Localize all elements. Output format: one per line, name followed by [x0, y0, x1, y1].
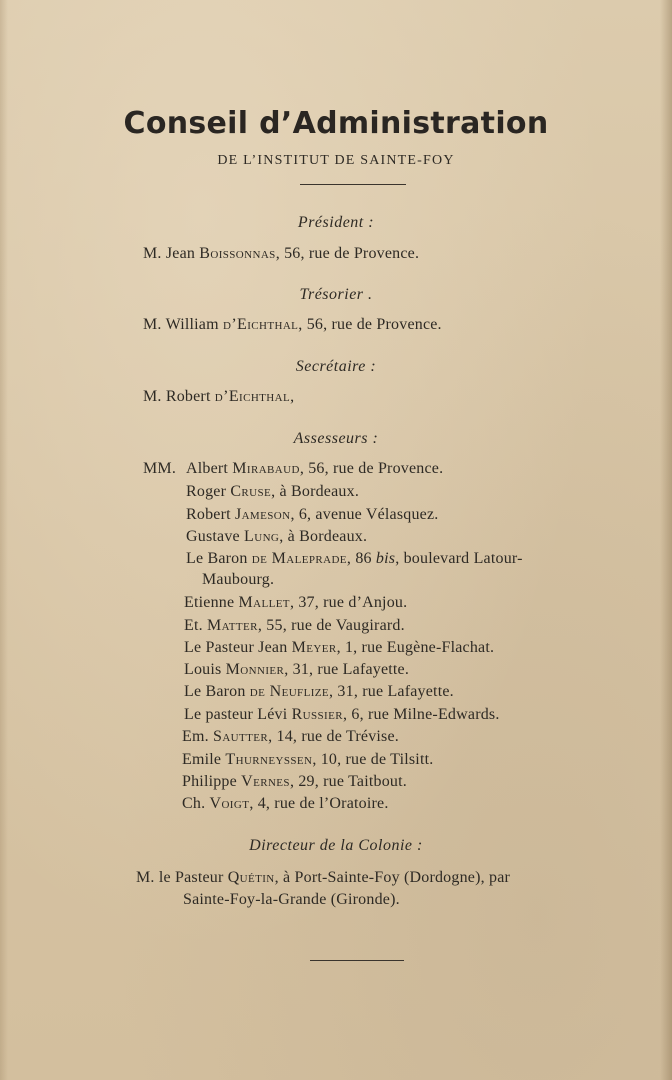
assesseur-entry: Le pasteur Lévi Russier, 6, rue Milne-Edwards.: [184, 706, 500, 723]
secretaire-entry: M. Robert d’Eichthal,: [143, 388, 295, 405]
assesseur-entry: Albert Mirabaud, 56, rue de Provence.: [186, 460, 444, 477]
section-heading-president: Président :: [297, 214, 375, 231]
assesseur-entry: Emile Thurneyssen, 10, rue de Tilsitt.: [182, 751, 434, 768]
assesseur-entry: Philippe Vernes, 29, rue Taitbout.: [182, 773, 407, 790]
title-divider: [300, 184, 406, 185]
tresorier-entry: M. William d’Eichthal, 56, rue de Provence.: [143, 316, 442, 333]
directeur-entry: M. le Pasteur Quétin, à Port-Sainte-Foy (Dordogne), par: [136, 869, 511, 886]
assesseur-entry: Roger Cruse, à Bordeaux.: [186, 483, 360, 500]
assesseur-entry-continuation: Maubourg.: [202, 571, 275, 588]
assesseur-entry: Robert Jameson, 6, avenue Vélasquez.: [186, 506, 439, 523]
person-surname: Boissonnas: [199, 245, 276, 262]
president-entry: M. Jean Boissonnas, 56, rue de Provence.: [143, 245, 420, 262]
assesseur-entry: Le Baron de Maleprade, 86 bis, boulevard Latour-: [186, 550, 523, 567]
section-heading-tresorier: Trésorier .: [299, 286, 373, 303]
assesseur-entry: Gustave Lung, à Bordeaux.: [186, 528, 368, 545]
assesseurs-prefix: MM.: [143, 460, 177, 477]
assesseur-entry: Louis Monnier, 31, rue Lafayette.: [184, 661, 410, 678]
section-heading-secretaire: Secrétaire :: [295, 358, 377, 375]
assesseur-entry: Le Baron de Neuflize, 31, rue Lafayette.: [184, 683, 454, 700]
assesseur-entry: Le Pasteur Jean Meyer, 1, rue Eugène-Flachat.: [184, 639, 495, 656]
page-subtitle: DE L’INSTITUT DE SAINTE-FOY: [217, 153, 455, 168]
page-title: Conseil d’Administration: [123, 106, 549, 141]
person-surname: d’Eichthal: [222, 316, 299, 333]
person-surname: d’Eichthal: [214, 388, 291, 405]
assesseur-entry: Et. Matter, 55, rue de Vaugirard.: [184, 617, 405, 634]
assesseur-entry: Etienne Mallet, 37, rue d’Anjou.: [184, 594, 408, 611]
directeur-entry-continuation: Sainte-Foy-la-Grande (Gironde).: [183, 891, 400, 908]
person-surname: Quétin: [227, 869, 275, 886]
assesseur-entry: Em. Sautter, 14, rue de Trévise.: [182, 728, 399, 745]
assesseur-entry: Ch. Voigt, 4, rue de l’Oratoire.: [182, 795, 389, 812]
closing-divider: [310, 960, 404, 961]
section-heading-assesseurs: Assesseurs :: [293, 430, 379, 447]
section-heading-directeur: Directeur de la Colonie :: [249, 837, 423, 854]
